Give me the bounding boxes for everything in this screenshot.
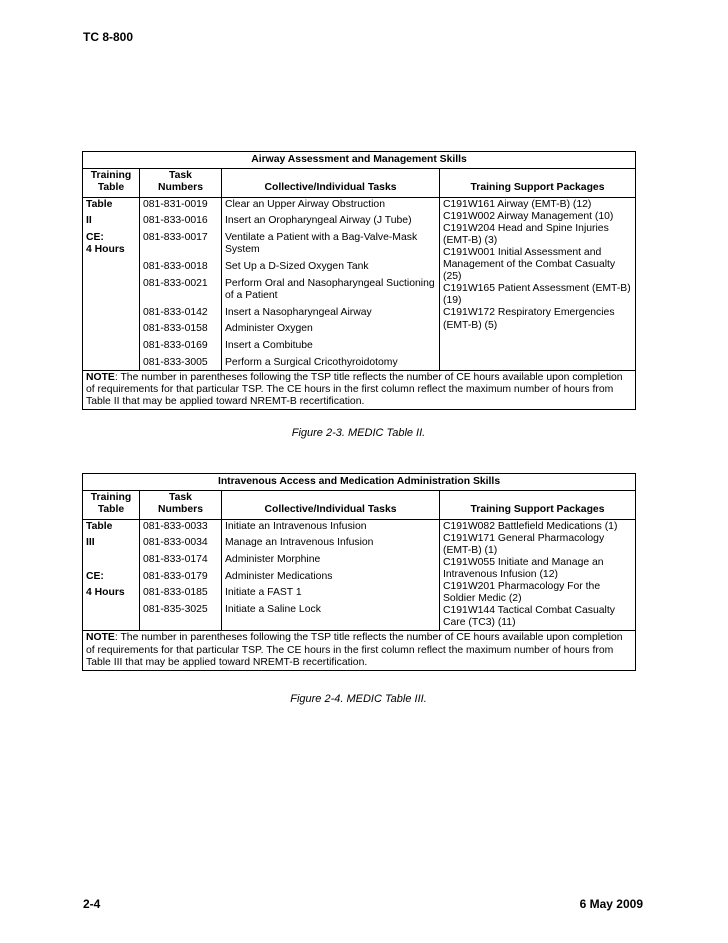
task-name: Set Up a D-Sized Oxygen Tank — [225, 260, 369, 272]
task-number: 081-833-0016 — [143, 215, 208, 227]
col-header-task-numbers — [140, 491, 222, 519]
task-number: 081-833-0017 — [143, 232, 208, 244]
col-header-training-table — [83, 491, 140, 519]
text-label: Table — [86, 520, 113, 532]
figure-caption: Figure 2-3. MEDIC Table II. — [291, 427, 426, 439]
task-name: Perform a Surgical Cricothyroidotomy — [225, 356, 398, 368]
text-label: II — [86, 215, 92, 227]
col-header-tasks: Collective/Individual Tasks — [222, 491, 440, 519]
tsp-item: C191W082 Battlefield Medications (1) — [443, 520, 618, 532]
text-label: Training — [90, 170, 132, 182]
page-number: 2-4 — [83, 897, 101, 911]
text-label: Numbers — [157, 504, 204, 516]
task-number: 081-833-0033 — [143, 520, 208, 532]
tsp-item: C191W171 General Pharmacology (EMT-B) (1) — [443, 532, 605, 556]
table-note — [83, 631, 636, 671]
tsp-column — [440, 519, 636, 631]
table-label-column — [83, 197, 140, 370]
task-number: 081-831-0019 — [143, 198, 208, 210]
figure-caption: Figure 2-4. MEDIC Table III. — [290, 693, 427, 705]
text-label: Task — [169, 170, 192, 182]
task-name-column — [222, 519, 440, 631]
document-id: TC 8-800 — [83, 30, 134, 44]
medic-table-iii — [82, 473, 636, 671]
task-number: 081-833-0142 — [143, 306, 208, 318]
tsp-item: C191W144 Tactical Combat Casualty Care (TC3) (11) — [443, 605, 615, 629]
task-name: Administer Morphine — [225, 554, 321, 566]
tsp-item: C191W165 Patient Assessment (EMT-B) (19) — [443, 283, 631, 307]
table-label-column — [83, 519, 140, 631]
task-number: 081-833-0021 — [143, 277, 208, 289]
text-label: : The number in parentheses following the TSP title reflects the number of CE hours available upon completion of requirements for that particular TSP. The CE hours in the first column reflect the maximum number of hours from Table II that may be applied toward NREMT-B recertification. — [86, 371, 623, 408]
task-number: 081-833-0174 — [143, 554, 208, 566]
task-number: 081-833-0158 — [143, 323, 208, 335]
task-number-column — [140, 519, 222, 631]
col-header-tasks: Collective/Individual Tasks — [222, 169, 440, 197]
text-label: Task — [169, 492, 192, 504]
task-number: 081-833-3005 — [143, 356, 208, 368]
tsp-item: C191W201 Pharmacology For the Soldier Medic (2) — [443, 581, 601, 605]
text-label: 4 Hours — [86, 244, 125, 256]
task-name: Initiate a Saline Lock — [225, 604, 321, 616]
task-number: 081-833-0179 — [143, 570, 208, 582]
text-label: CE: — [86, 570, 104, 582]
text-label: NOTE — [86, 371, 115, 383]
task-number: 081-833-0018 — [143, 260, 208, 272]
table-title: Intravenous Access and Medication Administration Skills — [83, 474, 636, 491]
col-header-training-table — [83, 169, 140, 197]
table-note — [83, 370, 636, 410]
task-name: Insert an Oropharyngeal Airway (J Tube) — [225, 215, 412, 227]
col-header-task-numbers — [140, 169, 222, 197]
task-name: Insert a Combitube — [225, 339, 313, 351]
medic-table-ii — [82, 151, 636, 410]
task-name: Insert a Nasopharyngeal Airway — [225, 306, 372, 318]
text-label: Table — [97, 182, 125, 194]
text-label: 4 Hours — [86, 587, 125, 599]
task-name: Clear an Upper Airway Obstruction — [225, 198, 385, 210]
task-name: Initiate a FAST 1 — [225, 587, 302, 599]
task-number: 081-833-0185 — [143, 587, 208, 599]
text-label: Table — [97, 504, 125, 516]
tsp-item: C191W204 Head and Spine Injuries (EMT-B) (3) — [443, 222, 609, 246]
task-name: Administer Medications — [225, 570, 333, 582]
tsp-item: C191W172 Respiratory Emergencies (EMT-B) (5) — [443, 307, 615, 331]
tsp-item: C191W002 Airway Management (10) — [443, 210, 614, 222]
tsp-item: C191W055 Initiate and Manage an Intravenous Infusion (12) — [443, 556, 604, 580]
task-name: Perform Oral and Nasopharyngeal Suctioning of a Patient — [225, 277, 435, 301]
task-number: 081-833-0169 — [143, 339, 208, 351]
task-name: Manage an Intravenous Infusion — [225, 537, 374, 549]
text-label — [86, 554, 136, 571]
text-label: III — [86, 537, 95, 549]
col-header-tsp: Training Support Packages — [440, 491, 636, 519]
text-label: Numbers — [157, 182, 204, 194]
task-name: Administer Oxygen — [225, 323, 313, 335]
text-label: : The number in parentheses following the TSP title reflects the number of CE hours available upon completion of requirements for that particular TSP. The CE hours in the first column reflect the maximum number of hours from Table III that may be applied toward NREMT-B recertification. — [86, 632, 623, 668]
task-name-column — [222, 197, 440, 370]
tsp-column — [440, 197, 636, 370]
text-label: CE: — [86, 232, 104, 244]
task-name: Initiate an Intravenous Infusion — [225, 520, 367, 532]
table-title: Airway Assessment and Management Skills — [83, 152, 636, 169]
tsp-item: C191W161 Airway (EMT-B) (12) — [443, 198, 592, 210]
task-number-column — [140, 197, 222, 370]
task-name: Ventilate a Patient with a Bag-Valve-Mask System — [225, 232, 418, 256]
task-number: 081-835-3025 — [143, 604, 208, 616]
publication-date: 6 May 2009 — [579, 897, 643, 911]
tsp-item: C191W001 Initial Assessment and Management of the Combat Casualty (25) — [443, 246, 616, 283]
task-number: 081-833-0034 — [143, 537, 208, 549]
text-label: NOTE — [86, 632, 115, 644]
text-label: Table — [86, 198, 113, 210]
col-header-tsp: Training Support Packages — [440, 169, 636, 197]
text-label: Training — [90, 492, 132, 504]
